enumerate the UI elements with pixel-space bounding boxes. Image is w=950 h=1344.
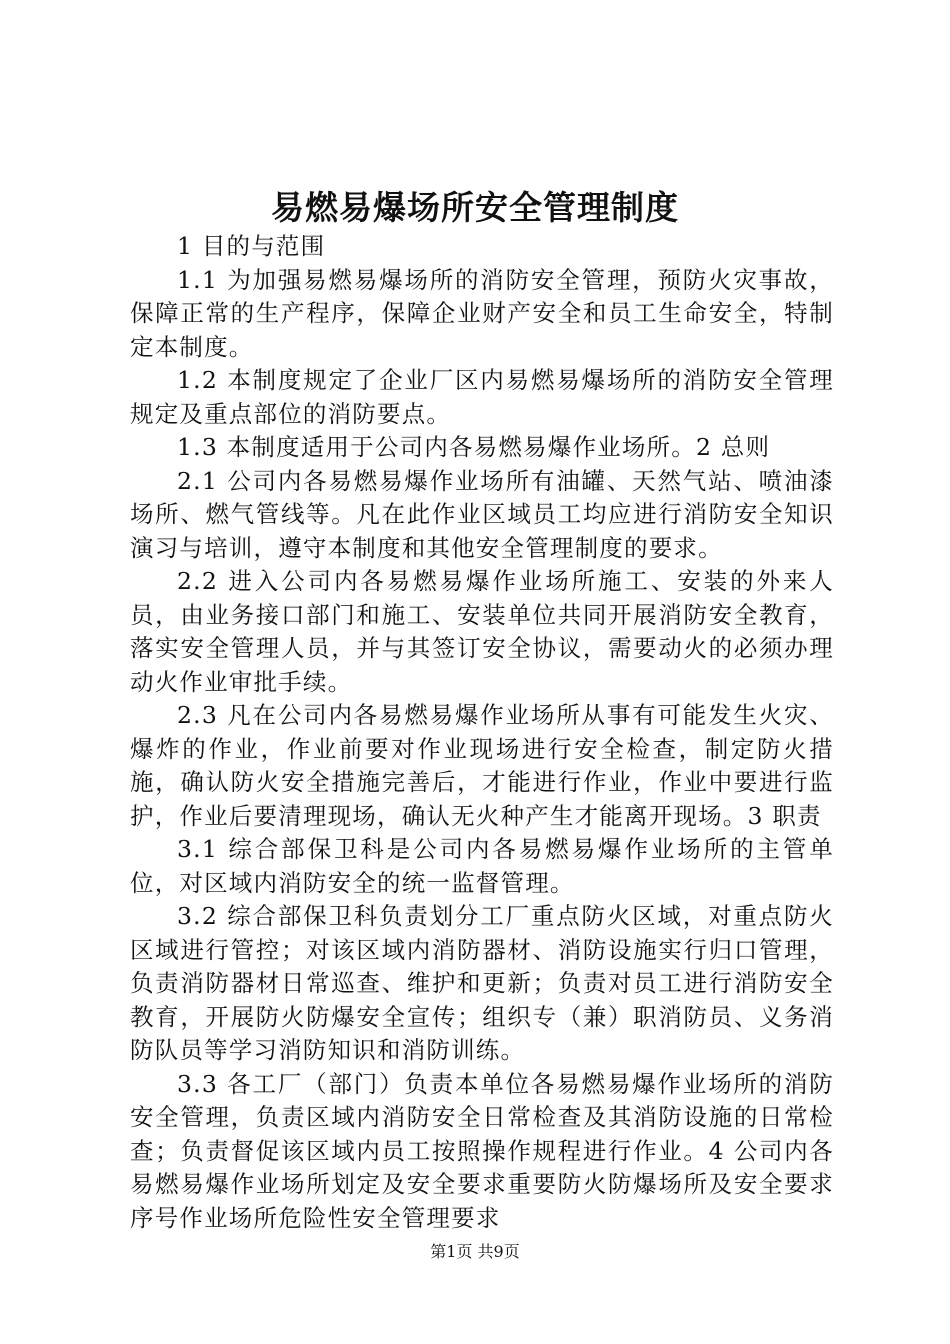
body-paragraph: 1.1 为加强易燃易爆场所的消防安全管理，预防火灾事故，保障正常的生产程序，保障企业财产安全和员工生命安全，特制定本制度。 [130, 265, 834, 361]
body-paragraph: 1.3 本制度适用于公司内各易燃易爆作业场所。2 总则 [177, 433, 771, 461]
section-heading: 1 目的与范围 [177, 232, 326, 260]
body-paragraph: 3.1 综合部保卫科是公司内各易燃易爆作业场所的主管单位，对区域内消防安全的统一监督管理。 [130, 835, 834, 897]
document-body [130, 230, 834, 1235]
document-title: 易燃易爆场所安全管理制度 [271, 188, 679, 227]
page-number-footer: 第1页 共9页 [430, 1242, 520, 1261]
body-paragraph: 2.1 公司内各易燃易爆作业场所有油罐、天然气站、喷油漆场所、燃气管线等。凡在此作业区域员工均应进行消防安全知识演习与培训，遵守本制度和其他安全管理制度的要求。 [130, 466, 834, 562]
body-paragraph: 3.3 各工厂（部门）负责本单位各易燃易爆作业场所的消防安全管理，负责区域内消防安全日常检查及其消防设施的日常检查；负责督促该区域内员工按照操作规程进行作业。4 公司内各易燃易爆作业场所划定及安全要求重要防火防爆场所及安全要求序号作业场所危险性安全管理要求 [130, 1069, 834, 1232]
body-paragraph: 2.2 进入公司内各易燃易爆作业场所施工、安装的外来人员，由业务接口部门和施工、安装单位共同开展消防安全教育，落实安全管理人员，并与其签订安全协议，需要动火的必须办理动火作业审批手续。 [130, 567, 834, 696]
body-paragraph: 3.2 综合部保卫科负责划分工厂重点防火区域，对重点防火区域进行管控；对该区域内消防器材、消防设施实行归口管理，负责消防器材日常巡查、维护和更新；负责对员工进行消防安全教育，开展防火防爆安全宣传；组织专（兼）职消防员、义务消防队员等学习消防知识和消防训练。 [130, 902, 834, 1064]
body-paragraph: 2.3 凡在公司内各易燃易爆作业场所从事有可能发生火灾、爆炸的作业，作业前要对作业现场进行安全检查，制定防火措施，确认防火安全措施完善后，才能进行作业，作业中要进行监护，作业后要清理现场，确认无火种产生才能离开现场。3 职责 [130, 701, 834, 830]
body-paragraph: 1.2 本制度规定了企业厂区内易燃易爆场所的消防安全管理规定及重点部位的消防要点。 [130, 366, 834, 428]
